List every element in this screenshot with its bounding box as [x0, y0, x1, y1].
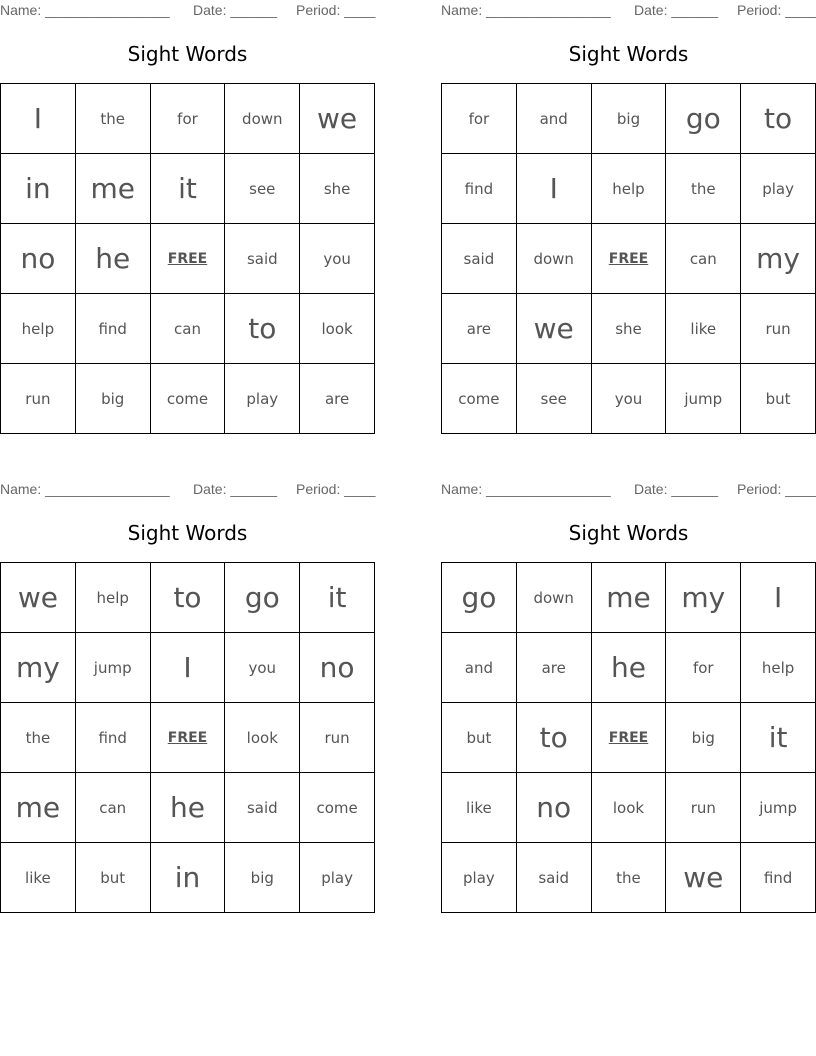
bingo-cell: are: [442, 294, 517, 364]
bingo-grid: [0, 562, 375, 913]
bingo-cell: to: [225, 294, 300, 364]
card-title: Sight Words: [127, 521, 248, 545]
bingo-cell: down: [225, 84, 300, 154]
bingo-cell: big: [76, 364, 151, 434]
bingo-cell: me: [592, 563, 667, 633]
bingo-cell: see: [517, 364, 592, 434]
bingo-cell: in: [151, 843, 226, 913]
bingo-cell: it: [741, 703, 816, 773]
bingo-cell: find: [442, 154, 517, 224]
bingo-cell: and: [442, 633, 517, 703]
bingo-cell: it: [151, 154, 226, 224]
name-field: Name: ________________: [441, 2, 611, 18]
bingo-cell: run: [300, 703, 375, 773]
bingo-cell: I: [741, 563, 816, 633]
bingo-cell: down: [517, 224, 592, 294]
name-field: Name: ________________: [0, 481, 170, 497]
bingo-cell: no: [517, 773, 592, 843]
bingo-cell: go: [442, 563, 517, 633]
bingo-cell: she: [300, 154, 375, 224]
bingo-cell: my: [666, 563, 741, 633]
bingo-cell: but: [442, 703, 517, 773]
date-field: Date: ______: [193, 2, 278, 18]
bingo-cell: go: [225, 563, 300, 633]
bingo-cell: like: [442, 773, 517, 843]
bingo-cell: my: [1, 633, 76, 703]
bingo-cell: I: [151, 633, 226, 703]
bingo-cell: help: [1, 294, 76, 364]
bingo-cell: the: [1, 703, 76, 773]
bingo-cell: to: [517, 703, 592, 773]
bingo-cell: we: [517, 294, 592, 364]
bingo-cell: find: [76, 703, 151, 773]
free-space: FREE: [151, 224, 226, 294]
bingo-cell: find: [76, 294, 151, 364]
period-field: Period: ____: [737, 481, 816, 497]
bingo-cell: come: [300, 773, 375, 843]
bingo-cell: help: [741, 633, 816, 703]
bingo-cell: can: [151, 294, 226, 364]
bingo-cell: we: [300, 84, 375, 154]
card-header: [441, 479, 816, 499]
bingo-cell: jump: [666, 364, 741, 434]
bingo-cell: we: [666, 843, 741, 913]
bingo-cell: look: [300, 294, 375, 364]
card-header: [441, 0, 816, 20]
bingo-card-1: [0, 0, 375, 435]
bingo-cell: to: [151, 563, 226, 633]
bingo-cell: said: [225, 224, 300, 294]
card-title: Sight Words: [568, 42, 689, 66]
bingo-cell: come: [151, 364, 226, 434]
bingo-cell: play: [225, 364, 300, 434]
bingo-card-2: [441, 0, 816, 435]
bingo-grid: [441, 562, 816, 913]
bingo-card-4: [441, 479, 816, 914]
bingo-cell: me: [76, 154, 151, 224]
bingo-cell: the: [666, 154, 741, 224]
bingo-cell: you: [300, 224, 375, 294]
bingo-grid: [441, 83, 816, 434]
bingo-cell: for: [442, 84, 517, 154]
bingo-cell: go: [666, 84, 741, 154]
period-field: Period: ____: [296, 481, 376, 497]
bingo-cell: run: [666, 773, 741, 843]
bingo-cell: big: [225, 843, 300, 913]
name-field: Name: ________________: [0, 2, 170, 18]
bingo-grid: [0, 83, 375, 434]
bingo-cell: and: [517, 84, 592, 154]
bingo-cell: are: [517, 633, 592, 703]
free-space: FREE: [151, 703, 226, 773]
bingo-cell: the: [592, 843, 667, 913]
bingo-cell: can: [666, 224, 741, 294]
name-field: Name: ________________: [441, 481, 611, 497]
bingo-cell: me: [1, 773, 76, 843]
bingo-cell: said: [442, 224, 517, 294]
date-field: Date: ______: [634, 481, 719, 497]
bingo-cell: help: [76, 563, 151, 633]
bingo-cell: play: [300, 843, 375, 913]
bingo-cell: can: [76, 773, 151, 843]
bingo-cell: he: [592, 633, 667, 703]
bingo-cell: I: [517, 154, 592, 224]
bingo-cell: to: [741, 84, 816, 154]
bingo-cell: big: [666, 703, 741, 773]
bingo-cell: you: [592, 364, 667, 434]
card-title: Sight Words: [127, 42, 248, 66]
bingo-cell: in: [1, 154, 76, 224]
bingo-cell: you: [225, 633, 300, 703]
bingo-cell: for: [151, 84, 226, 154]
bingo-cell: we: [1, 563, 76, 633]
bingo-cell: run: [741, 294, 816, 364]
bingo-cell: like: [666, 294, 741, 364]
bingo-cell: he: [76, 224, 151, 294]
period-field: Period: ____: [737, 2, 816, 18]
card-title: Sight Words: [568, 521, 689, 545]
bingo-cell: big: [592, 84, 667, 154]
bingo-cell: but: [76, 843, 151, 913]
bingo-cell: no: [1, 224, 76, 294]
bingo-cell: said: [225, 773, 300, 843]
bingo-cell: see: [225, 154, 300, 224]
bingo-cell: look: [225, 703, 300, 773]
bingo-cell: run: [1, 364, 76, 434]
bingo-cell: play: [741, 154, 816, 224]
card-header: [0, 0, 375, 20]
bingo-card-3: [0, 479, 375, 914]
bingo-cell: but: [741, 364, 816, 434]
card-header: [0, 479, 375, 499]
bingo-cell: jump: [741, 773, 816, 843]
bingo-cell: my: [741, 224, 816, 294]
bingo-cell: the: [76, 84, 151, 154]
bingo-cell: no: [300, 633, 375, 703]
free-space: FREE: [592, 703, 667, 773]
bingo-cell: she: [592, 294, 667, 364]
bingo-cell: jump: [76, 633, 151, 703]
bingo-cell: it: [300, 563, 375, 633]
bingo-cell: said: [517, 843, 592, 913]
bingo-cell: come: [442, 364, 517, 434]
date-field: Date: ______: [193, 481, 278, 497]
period-field: Period: ____: [296, 2, 376, 18]
bingo-cell: play: [442, 843, 517, 913]
bingo-cell: are: [300, 364, 375, 434]
bingo-cell: he: [151, 773, 226, 843]
bingo-cell: find: [741, 843, 816, 913]
bingo-cell: for: [666, 633, 741, 703]
bingo-cell: look: [592, 773, 667, 843]
date-field: Date: ______: [634, 2, 719, 18]
bingo-cell: I: [1, 84, 76, 154]
bingo-cell: down: [517, 563, 592, 633]
bingo-cell: like: [1, 843, 76, 913]
free-space: FREE: [592, 224, 667, 294]
bingo-cell: help: [592, 154, 667, 224]
